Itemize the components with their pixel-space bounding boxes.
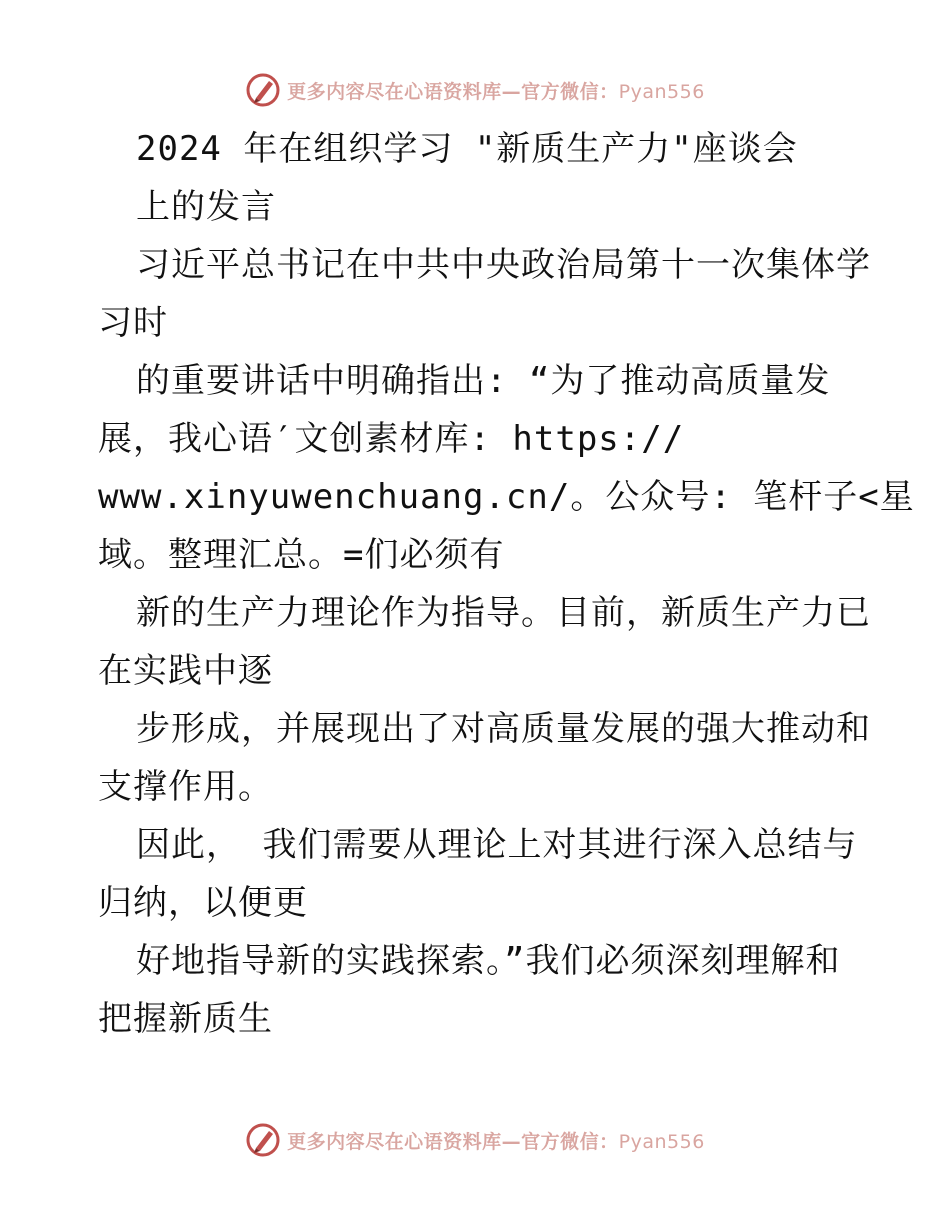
text-line: 在实践中逐 xyxy=(98,651,273,691)
text-line: 把握新质生 xyxy=(98,999,273,1039)
pen-logo-icon xyxy=(245,1122,281,1158)
text-line: 域。整理汇总。=们必须有 xyxy=(98,535,505,575)
text-line: www.xinyuwenchuang.cn/。公众号: 笔杆子<星 xyxy=(98,477,915,517)
text-line: 步形成，并展现出了对高质量发展的强大推动和 xyxy=(136,709,871,749)
wechat-id: Pyan556 xyxy=(618,1130,705,1153)
text-line: 支撑作用。 xyxy=(98,767,273,807)
text-line: 展，我心语′文创素材库: https:// xyxy=(98,419,685,459)
text-line: 习时 xyxy=(98,303,168,343)
wechat-id: Pyan556 xyxy=(618,80,705,103)
footer-banner xyxy=(0,1118,950,1162)
banner-text: 更多内容尽在心语资料库—官方微信：Pyan556 xyxy=(287,1130,705,1153)
text-line: 归纳，以便更 xyxy=(98,883,308,923)
text-line: 2024 年在组织学习 "新质生产力"座谈会 xyxy=(136,129,798,169)
text-line: 新的生产力理论作为指导。目前，新质生产力已 xyxy=(136,593,871,633)
header-banner xyxy=(0,68,950,112)
text-line: 的重要讲话中明确指出: “为了推动高质量发 xyxy=(136,361,831,401)
text-line: 上的发言 xyxy=(136,187,276,227)
document-body xyxy=(98,120,915,1048)
banner-text: 更多内容尽在心语资料库—官方微信：Pyan556 xyxy=(287,80,705,103)
text-line: 习近平总书记在中共中央政治局第十一次集体学 xyxy=(136,245,871,285)
text-line: 因此， 我们需要从理论上对其进行深入总结与 xyxy=(136,825,858,865)
text-line: 好地指导新的实践探索。”我们必须深刻理解和 xyxy=(136,941,841,981)
pen-logo-icon xyxy=(245,72,281,108)
